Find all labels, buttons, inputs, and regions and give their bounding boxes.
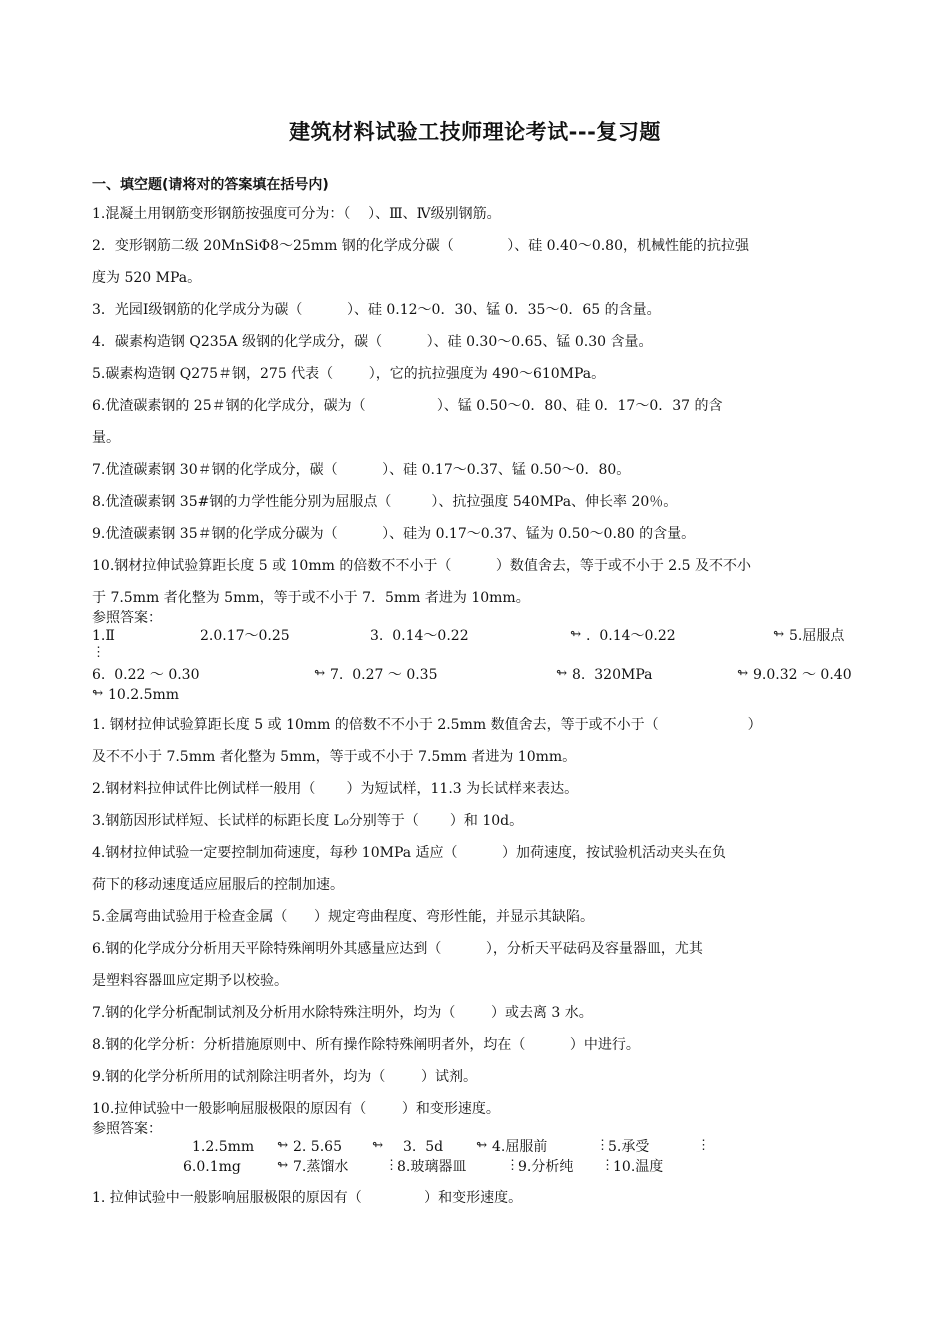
question-line: 及不不小于 7.5mm 者化整为 5mm，等于或不小于 7.5mm 者进为 10mm。 [92,749,577,765]
question-line: 8.优渣碳素钢 35#钢的力学性能分别为屈服点（ ）、抗拉强度 540MPa、伸长率 20％。 [92,494,678,510]
question-line: 4.钢材拉伸试验一定要控制加荷速度，每秒 10MPa 适应（ ）加荷速度，按试验机活动夹头在负 [92,845,727,861]
question-line: 3.钢筋因形试样短、长试样的标距长度 L₀分别等于（ ）和 10d。 [92,813,524,829]
answer-item: 8.玻璃器皿 [397,1159,467,1175]
glyph-mark-icon: ↬ [92,686,103,701]
answer-item: 7. 0.27 ～ 0.35 [330,667,438,683]
page-title: 建筑材料试验工技师理论考试---复习题 [289,120,661,144]
glyph-mark-icon: ↬ [476,1138,487,1153]
dots-mark-icon: ⋮ [506,1158,519,1173]
question-line: 量。 [92,430,120,446]
question-line: 6.优渣碳素钢的 25＃钢的化学成分，碳为（ ）、锰 0.50～0．80、硅 0．17～0．37 的含 [92,398,723,414]
dots-mark-icon: ⋮ [697,1138,710,1153]
answer-item: 6. 0.22 ～ 0.30 [92,667,200,683]
question-line: 4．碳素构造钢 Q235A 级钢的化学成分，碳（ ）、硅 0.30～0.65、锰 0.30 含量。 [92,334,653,350]
glyph-mark-icon: ↬ [277,1158,288,1173]
question-line: 6.钢的化学成分分析用天平除特殊阐明外其感量应达到（ ），分析天平砝码及容量器皿，尤其 [92,941,703,957]
answer-item: 2. 5.65 [293,1139,342,1155]
question-line: 度为 520 MPa。 [92,270,202,286]
question-line: 1. 钢材拉伸试验算距长度 5 或 10mm 的倍数不不小于 2.5mm 数值舍去，等于或不小于（ ） [92,717,762,733]
answer-item: 3. 0.14～0.22 [370,628,469,644]
question-line: 7.钢的化学分析配制试剂及分析用水除特殊注明外，均为（ ）或去离 3 水。 [92,1005,593,1021]
dots-mark-icon: ⋮ [596,1138,609,1153]
question-line: 3．光园Ⅰ级钢筋的化学成分为碳（ ）、硅 0.12～0．30、锰 0．35～0．65 的含量。 [92,302,661,318]
question-line: 是塑料容器皿应定期予以校验。 [92,973,288,989]
answer-item: 9.分析纯 [518,1159,574,1175]
answer-item: 5.承受 [608,1139,650,1155]
section-heading: 一、填空题(请将对的答案填在括号内) [92,177,329,193]
dots-mark-icon: ⋮ [601,1158,614,1173]
question-line: 荷下的移动速度适应屈服后的控制加速。 [92,877,344,893]
answer-item: 5.屈服点 [789,628,845,644]
question-line: 2．变形钢筋二级 20MnSiΦ8～25mm 钢的化学成分碳（ ）、硅 0.40～0.80，机械性能的抗拉强 [92,238,749,254]
question-line: 9.钢的化学分析所用的试剂除注明者外，均为（ ）试剂。 [92,1069,477,1085]
answer-item: 6.0.1mg [183,1159,241,1175]
glyph-mark-icon: ↬ [737,666,748,681]
answer-item: 1.Ⅱ [92,628,115,644]
question-line: 8.钢的化学分析：分析措施原则中、所有操作除特殊阐明者外，均在（ ）中进行。 [92,1037,640,1053]
question-line: 9.优渣碳素钢 35＃钢的化学成分碳为（ ）、硅为 0.17～0.37、锰为 0.50～0.80 的含量。 [92,526,696,542]
answer-item: 1.2.5mm [192,1139,255,1155]
answer-item: 10.温度 [613,1159,664,1175]
answer-item: 7.蒸馏水 [293,1159,349,1175]
glyph-mark-icon: ↬ [556,666,567,681]
question-line: 5.金属弯曲试验用于检查金属（ ）规定弯曲程度、弯形性能，并显示其缺陷。 [92,909,595,925]
glyph-mark-icon: ↬ [372,1138,383,1153]
question-line: 10.拉伸试验中一般影响屈服极限的原因有（ ）和变形速度。 [92,1101,500,1117]
answers-label: 参照答案： [92,1121,162,1137]
answer-item: 10.2.5mm [108,687,180,703]
question-line: 1.混凝土用钢筋变形钢筋按强度可分为：（ ）、Ⅲ、Ⅳ级别钢筋。 [92,206,501,222]
question-line: 1. 拉伸试验中一般影响屈服极限的原因有（ ）和变形速度。 [92,1190,523,1206]
answer-item: 4.屈服前 [492,1139,548,1155]
glyph-mark-icon: ↬ [773,627,784,642]
dots-mark-icon: ⋮ [385,1158,398,1173]
answer-item: 8. 320MPa [572,667,653,683]
answer-item: 9.0.32 ～ 0.40 [753,667,852,683]
question-line: 于 7.5mm 者化整为 5mm，等于或不小于 7．5mm 者进为 10mm。 [92,590,530,606]
answers-label: 参照答案： [92,610,162,626]
answer-item: 3. 5d [403,1139,444,1155]
question-line: 10.钢材拉伸试验算距长度 5 或 10mm 的倍数不不小于（ ）数值舍去，等于或不小于 2.5 及不不小 [92,558,752,574]
question-line: 5.碳素构造钢 Q275＃钢，275 代表（ ），它的抗拉强度为 490～610MPa。 [92,366,606,382]
question-line: 2.钢材料拉伸试件比例试样一般用（ ）为短试样，11.3 为长试样来表达。 [92,781,579,797]
glyph-mark-icon: ↬ [277,1138,288,1153]
dots-mark-icon: ⋮ [92,645,105,660]
glyph-mark-icon: ↬ [314,666,325,681]
question-line: 7.优渣碳素钢 30＃钢的化学成分，碳（ ）、硅 0.17～0.37、锰 0.50～0．80。 [92,462,631,478]
answer-item: . 0.14～0.22 [586,628,676,644]
answer-item: 2.0.17～0.25 [200,628,290,644]
glyph-mark-icon: ↬ [570,627,581,642]
